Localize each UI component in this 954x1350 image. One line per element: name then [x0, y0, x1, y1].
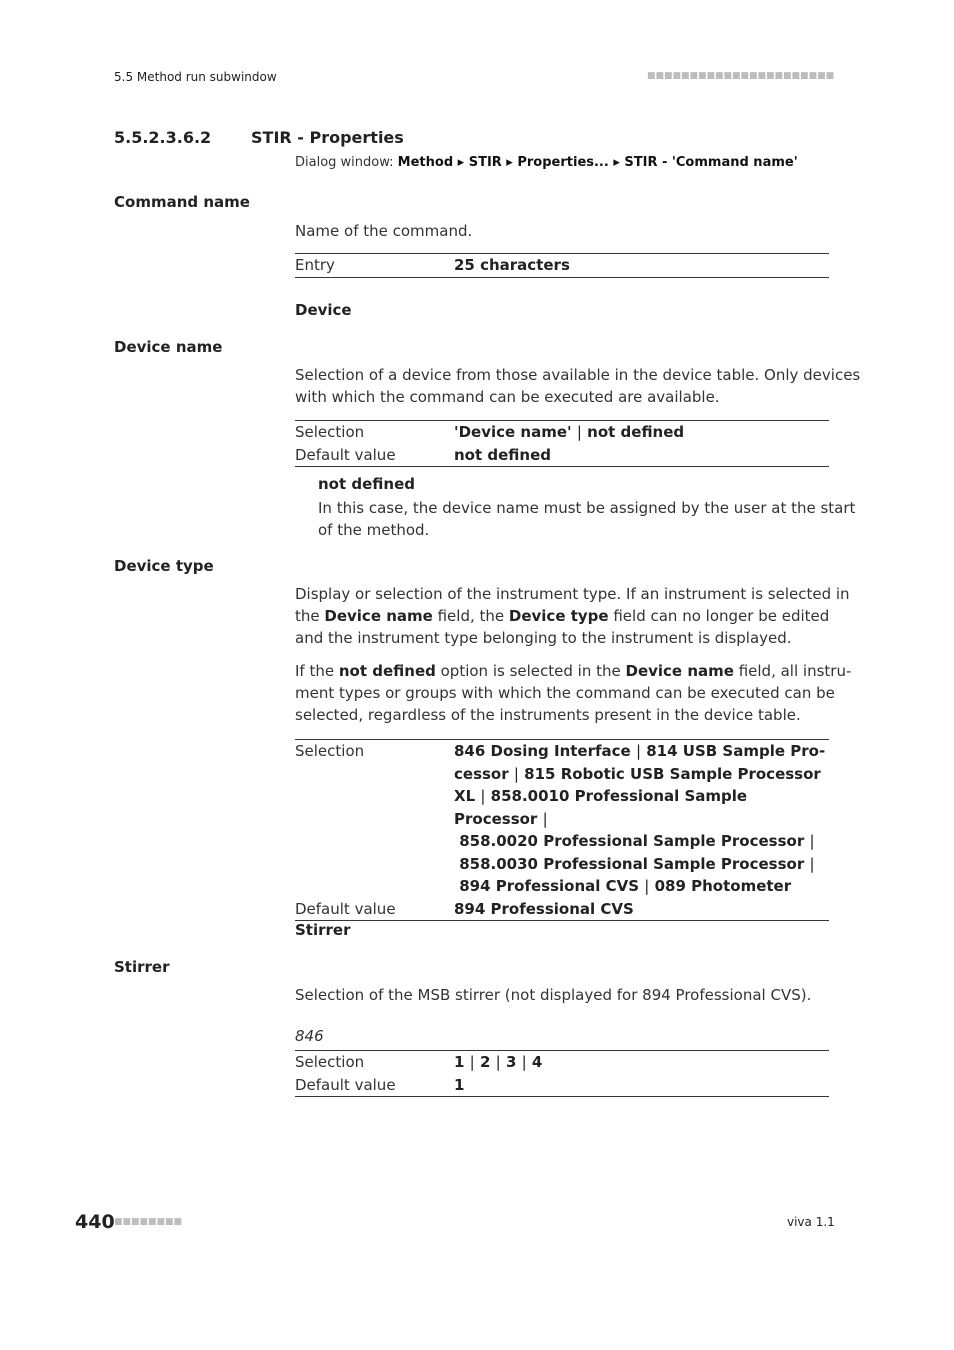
note-title: not defined — [318, 475, 415, 493]
selection-value: 846 Dosing Interface | 814 USB Sample Pro- cessor | 815 Robotic USB Sample Processor XL | 858.0010 Professional Sample Processor | 858.0020 Professional Sample Processor | 858.0030 Professional Sample Processor | 894 Professional CVS | 089 Photometer — [454, 742, 826, 895]
device-section-title: Device — [295, 301, 352, 319]
default-key: Default value — [295, 1075, 396, 1094]
option: not defined — [587, 423, 685, 441]
device-name-table — [295, 420, 829, 467]
note-body — [318, 497, 855, 541]
para-line: Display or selection of the instrument type. If an instrument is selected in — [295, 585, 850, 603]
dialog-path-value: Method ▸ STIR ▸ Properties... ▸ STIR - 'Command name' — [397, 155, 798, 170]
entry-value: 25 characters — [454, 256, 570, 274]
selection-key: Selection — [295, 423, 365, 441]
stirrer-table — [295, 1050, 829, 1097]
dialog-path — [295, 155, 798, 170]
default-value: not defined — [454, 445, 551, 464]
table-row — [295, 1074, 829, 1097]
table-row — [295, 898, 829, 921]
device-type-label: Device type — [114, 557, 214, 575]
desc-line: with which the command can be executed are available. — [295, 388, 720, 406]
section-title: STIR - Properties — [251, 128, 404, 147]
header-dots: ■■■■■■■■■■■■■■■■■■■■■■ — [647, 71, 835, 81]
table-row — [295, 740, 829, 898]
section-number: 5.5.2.3.6.2 — [114, 128, 212, 147]
footer-dots: ■■■■■■■■ — [114, 1217, 183, 1227]
command-name-label: Command name — [114, 193, 250, 211]
stirrer-label: Stirrer — [114, 958, 170, 976]
command-name-table — [295, 253, 829, 278]
device-type-para-1 — [295, 583, 850, 649]
option: 'Device name' — [454, 423, 572, 441]
entry-key: Entry — [295, 256, 335, 274]
default-value: 894 Professional CVS — [454, 899, 634, 918]
page-number: 440 — [75, 1211, 115, 1233]
para-line: and the instrument type belonging to the instrument is displayed. — [295, 629, 792, 647]
stirrer-desc: Selection of the MSB stirrer (not displayed for 894 Professional CVS). — [295, 986, 812, 1004]
stirrer-section-title: Stirrer — [295, 921, 351, 939]
table-row — [295, 1051, 829, 1074]
table-row — [295, 444, 829, 467]
selection-value: 1 | 2 | 3 | 4 — [454, 1053, 543, 1071]
stirrer-table-caption: 846 — [295, 1027, 324, 1045]
selection-key: Selection — [295, 1053, 365, 1071]
default-key: Default value — [295, 899, 396, 918]
selection-value: 'Device name' | not defined — [454, 423, 685, 441]
device-type-para-2 — [295, 660, 851, 726]
dialog-path-prefix: Dialog window: — [295, 155, 398, 170]
product-name: viva 1.1 — [787, 1215, 835, 1229]
para-line: ment types or groups with which the command can be executed can be — [295, 684, 835, 702]
device-name-label: Device name — [114, 338, 223, 356]
device-name-desc — [295, 364, 860, 408]
table-row — [295, 421, 829, 444]
command-name-desc: Name of the command. — [295, 222, 473, 240]
running-header: 5.5 Method run subwindow — [114, 70, 277, 84]
note-line: In this case, the device name must be assigned by the user at the start — [318, 499, 856, 517]
device-type-table — [295, 739, 829, 921]
para-line: If the not defined option is selected in the Device name field, all instru- — [295, 662, 852, 680]
default-key: Default value — [295, 445, 396, 464]
note-line: of the method. — [318, 521, 430, 539]
selection-key: Selection — [295, 742, 365, 760]
para-line: the Device name field, the Device type field can no longer be edited — [295, 607, 830, 625]
desc-line: Selection of a device from those available in the device table. Only devices — [295, 366, 861, 384]
table-row — [295, 254, 829, 277]
default-value: 1 — [454, 1075, 465, 1094]
para-line: selected, regardless of the instruments present in the device table. — [295, 706, 801, 724]
